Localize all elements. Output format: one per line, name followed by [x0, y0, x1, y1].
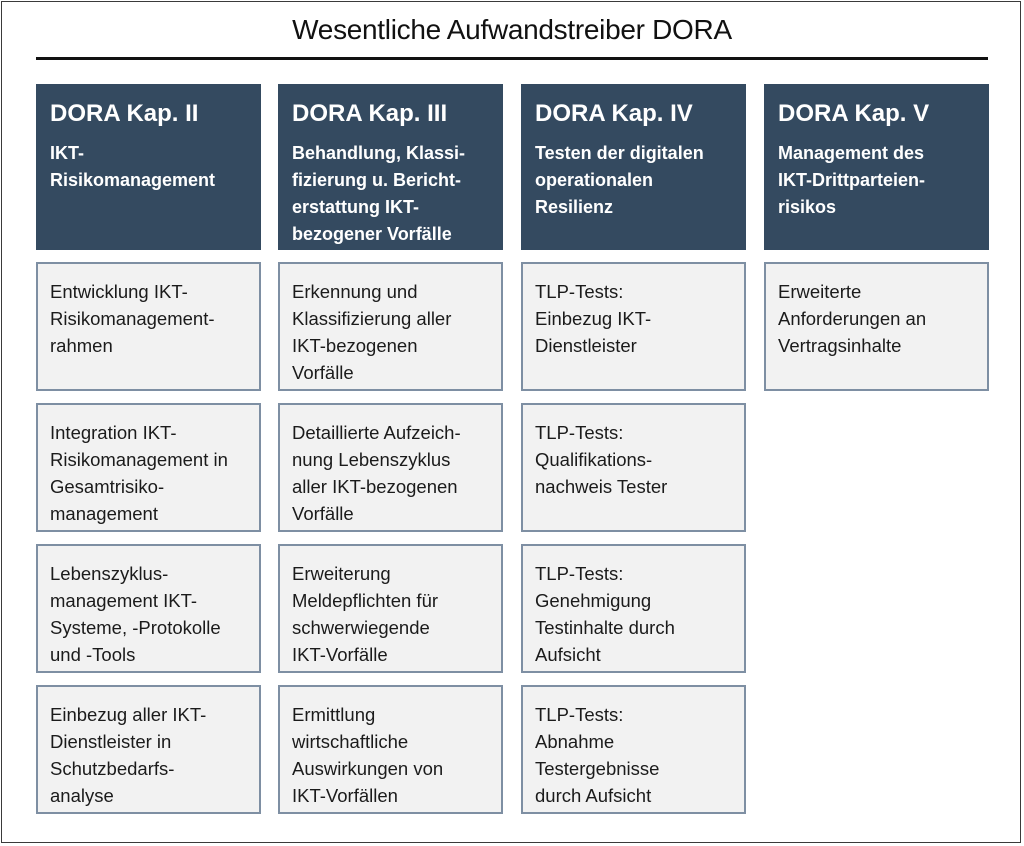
item-card: Ermittlung wirtschaftliche Auswirkungen von IKT-Vorfällen — [278, 685, 503, 814]
column-kap-v — [764, 84, 989, 391]
item-card: TLP-Tests: Qualifikations- nachweis Tester — [521, 403, 746, 532]
diagram-title: Wesentliche Aufwandstreiber DORA — [292, 14, 732, 45]
item-card: TLP-Tests: Abnahme Testergebnisse durch Aufsicht — [521, 685, 746, 814]
column-subtitle: IKT- Risikomanagement — [50, 143, 216, 190]
item-card: Detaillierte Aufzeich- nung Lebenszyklus aller IKT-bezogenen Vorfälle — [278, 403, 503, 532]
item-card: Erkennung und Klassifizierung aller IKT-bezogenen Vorfälle — [278, 262, 503, 391]
item-card: Erweiterte Anforderungen an Vertragsinhalte — [764, 262, 989, 391]
column-subtitle: Behandlung, Klassi- fizierung u. Bericht- erstattung IKT- bezogener Vorfälle — [292, 143, 466, 244]
column-header — [278, 84, 503, 250]
column-header — [36, 84, 261, 250]
item-card: Lebenszyklus- management IKT- Systeme, -Protokolle und -Tools — [36, 544, 261, 673]
item-card: Einbezug aller IKT- Dienstleister in Schutzbedarfs- analyse — [36, 685, 261, 814]
title-underline — [36, 57, 988, 60]
item-card: Entwicklung IKT- Risikomanagement- rahmen — [36, 262, 261, 391]
column-heading: DORA Kap. IV — [535, 100, 693, 127]
item-card: Erweiterung Meldepflichten für schwerwiegende IKT-Vorfälle — [278, 544, 503, 673]
item-card: Integration IKT- Risikomanagement in Gesamtrisiko- management — [36, 403, 261, 532]
column-header — [521, 84, 746, 250]
item-card: TLP-Tests: Einbezug IKT- Dienstleister — [521, 262, 746, 391]
column-heading: DORA Kap. III — [292, 100, 448, 127]
column-kap-ii — [36, 84, 261, 814]
column-subtitle: Testen der digitalen operationalen Resilienz — [535, 143, 704, 217]
column-kap-iii — [278, 84, 503, 814]
column-subtitle: Management des IKT-Drittparteien- risikos — [778, 143, 926, 217]
column-kap-iv — [521, 84, 746, 814]
column-heading: DORA Kap. II — [50, 100, 199, 127]
column-header — [764, 84, 989, 250]
item-card: TLP-Tests: Genehmigung Testinhalte durch Aufsicht — [521, 544, 746, 673]
column-heading: DORA Kap. V — [778, 100, 930, 127]
